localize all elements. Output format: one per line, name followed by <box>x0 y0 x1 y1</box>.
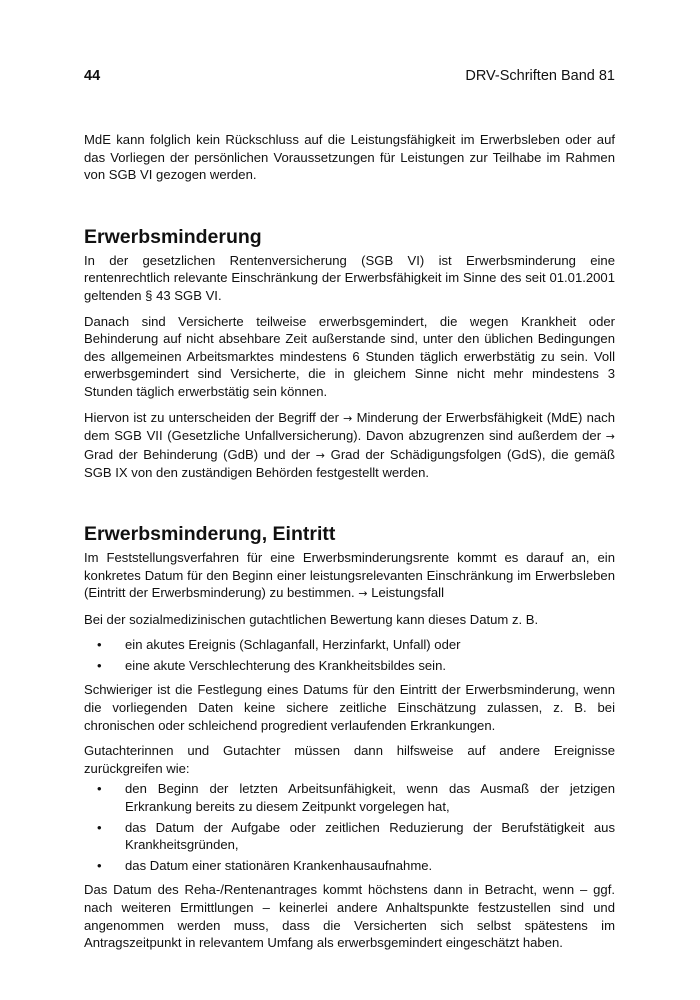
intro-paragraph: MdE kann folglich kein Rückschluss auf die Leistungsfähigkeit im Erwerbsleben oder auf das Vorliegen der persönlichen Voraussetzungen für Leistungen zur Teilhabe im Rahmen von SGB VI gezogen werden. <box>84 132 615 183</box>
arrow-icon: → <box>343 411 353 425</box>
list-item <box>84 636 615 654</box>
list-item-text: den Beginn der letzten Arbeitsunfähigkeit, wenn das Ausmaß der jetzigen Erkrankung bereits zu diesem Zeitpunkt vorgelegen hat, <box>125 781 615 815</box>
list-item <box>84 857 615 875</box>
section2-paragraph-1 <box>84 549 615 603</box>
list-item <box>84 657 615 675</box>
text-run: Hiervon ist zu unterscheiden der Begriff der <box>84 409 344 425</box>
list-item <box>84 780 615 815</box>
section-heading-erwerbsminderung: Erwerbsminderung <box>84 225 262 248</box>
bullet-icon: • <box>97 637 102 653</box>
bullet-icon: • <box>97 857 102 873</box>
text-run: nach dem SGB VII (Gesetzliche Unfallversicherung). Davon abzugrenzen sind außerdem der <box>84 409 615 444</box>
section2-paragraph-2: Bei der sozialmedizinischen gutachtlichen Bewertung kann dieses Datum z. B. <box>84 611 539 627</box>
text-run: und der <box>258 446 316 462</box>
section1-paragraph-3 <box>84 409 615 482</box>
cross-reference-gds[interactable]: Grad der Schädigungsfolgen (GdS) <box>330 446 542 462</box>
arrow-icon: → <box>605 430 615 444</box>
bullet-list-events <box>84 636 615 674</box>
bullet-icon: • <box>97 657 102 673</box>
arrow-icon: → <box>315 448 325 462</box>
cross-reference-leistungsfall[interactable]: Leistungsfall <box>371 585 444 601</box>
list-item-text: das Datum einer stationären Krankenhausaufnahme. <box>125 857 433 873</box>
section-heading-erwerbsminderung-eintritt: Erwerbsminderung, Eintritt <box>84 522 336 545</box>
running-title: DRV-Schriften Band 81 <box>465 68 615 84</box>
text-run: , die gemäß SGB IX von den zuständigen Behörden festgestellt werden. <box>84 446 615 481</box>
list-item-text: eine akute Verschlechterung des Krankheitsbildes sein. <box>125 657 446 673</box>
bullet-icon: • <box>97 781 102 797</box>
text-run: Im Feststellungsverfahren für eine Erwerbsminderungsrente kommt es darauf an, ein konkretes Datum für den Beginn einer leistungsrelevanten Einschränkung im Erwerbsleben (Eintritt der Erwerbsminderung) zu bestimmen. <box>84 549 615 601</box>
page-header <box>84 68 615 88</box>
arrow-icon: → <box>358 587 368 601</box>
cross-reference-gdb[interactable]: Grad der Behinderung (GdB) <box>84 446 259 462</box>
section2-paragraph-3: Schwieriger ist die Festlegung eines Datums für den Eintritt der Erwerbsminderung, wenn die vorliegenden Daten keine sichere zeitliche Einschätzung zulassen, z. B. bei chronischen oder schleichend progredient verlaufenden Erkrankungen. <box>84 682 615 733</box>
section2-paragraph-5: Das Datum des Reha-/Rentenantrages kommt höchstens dann in Betracht, wenn – ggf. nach weiteren Ermittlungen – keinerlei andere Anhaltspunkte festzustellen sind und angenommen werden muss, dass die Versicherten sich selbst spätestens im Antragszeitpunkt in relevantem Umfang als erwerbsgemindert eingeschätzt haben. <box>84 882 615 951</box>
section2-paragraph-4: Gutachterinnen und Gutachter müssen dann hilfsweise auf andere Ereignisse zurückgreifen wie: <box>84 743 615 776</box>
bullet-list-alternatives <box>84 780 615 874</box>
page-content <box>84 131 615 960</box>
section1-paragraph-1: In der gesetzlichen Rentenversicherung (SGB VI) ist Erwerbsminderung eine rentenrechtlich relevante Einschränkung der Erwerbsfähigkeit im Sinne des seit 01.01.2001 geltenden § 43 SGB VI. <box>84 252 615 303</box>
cross-reference-mde[interactable]: Minderung der Erwerbsfähigkeit (MdE) <box>356 409 583 425</box>
list-item-text: das Datum der Aufgabe oder zeitlichen Reduzierung der Berufstätigkeit aus Krankheitsgründen, <box>125 819 615 853</box>
list-item <box>84 819 615 854</box>
bullet-icon: • <box>97 819 102 835</box>
section1-paragraph-2: Danach sind Versicherte teilweise erwerbsgemindert, die wegen Krankheit oder Behinderung auf nicht absehbare Zeit außerstande sind, unter den üblichen Bedingungen des allgemeinen Arbeitsmarktes mindestens 6 Stunden täglich erwerbstätig zu sein. Voll erwerbsgemindert sind Versicherte, die in gleichem Sinne nicht mehr mindestens 3 Stunden täglich erwerbstätig sein können. <box>84 313 615 399</box>
list-item-text: ein akutes Ereignis (Schlaganfall, Herzinfarkt, Unfall) oder <box>125 637 461 653</box>
page-number: 44 <box>84 68 101 84</box>
